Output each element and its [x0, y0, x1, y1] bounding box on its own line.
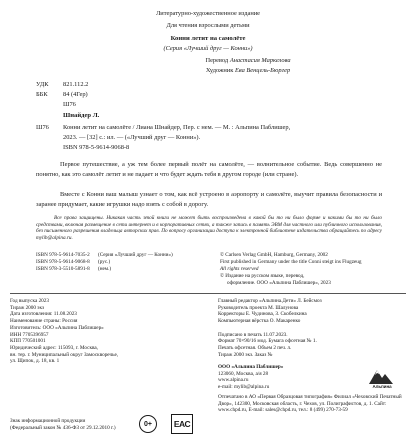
author-sign-code: [36, 101, 63, 111]
imprint-line: Корректоры Е. Чудинова, З. Скобелкина: [218, 311, 307, 318]
imprint-line: Изготовитель: ООО «Альпина Паблишер»: [10, 324, 104, 331]
imprint-line: Год выпуска 2023: [10, 298, 49, 304]
publisher-email: e-mail: mylib@alpina.ru: [218, 384, 270, 391]
law-reference: (Федеральный закон № 436-ФЗ от 29.12.2010 г.): [10, 424, 116, 431]
catalog-code: Ш76: [36, 124, 49, 131]
isbn-number: ISBN 978-5-9614-7035-2: [36, 252, 90, 258]
bbk-value: 84 (4Гер): [63, 91, 88, 98]
copyright-line: © Издание на русском языке, перевод,: [220, 273, 305, 279]
imprint-left: [10, 298, 205, 365]
isbn-row: [36, 252, 173, 259]
imprint-line: Формат 70×90/16 мод. Бумага офсетная № 1.: [218, 338, 317, 345]
illustrator-line: [40, 67, 416, 75]
translator-line: [40, 57, 416, 65]
imprint-line: Тираж 2000 экз: [10, 304, 44, 311]
eac-label: ЕАС: [173, 419, 191, 429]
imprint-right: [218, 298, 408, 358]
imprint-line: Главный редактор «Альпина.Дети» Л. Бейсмоз: [218, 298, 322, 304]
isbn-list: [36, 252, 173, 273]
isbn-row: [36, 266, 173, 273]
logo-text: Альпина: [372, 384, 392, 389]
author-sign-value: Ш76: [63, 101, 76, 108]
book-title: Конни летит на самолёте: [170, 35, 246, 42]
publisher-address: 123060, Москва, а/я 28: [218, 370, 269, 377]
author-sign-row: [36, 101, 88, 111]
copyright-line: оформление. ООО «Альпина Паблишер», 2023: [227, 280, 331, 286]
age-rating-badge: 0+: [139, 415, 157, 433]
eac-mark-icon: [171, 414, 193, 434]
isbn-note: (Серия «Лучший друг — Конни»): [98, 252, 173, 258]
imprint-line: Компьютерная вёрстка О. Макаренко: [218, 318, 301, 325]
publisher-site: www.alpina.ru: [218, 377, 249, 384]
copyright-line: All rights reserved: [220, 266, 259, 272]
classification-block: [36, 81, 88, 111]
isbn-note: (нем.): [98, 266, 112, 272]
isbn-row: [36, 259, 173, 266]
series-title: (Серия «Лучший друг — Конни»): [163, 45, 253, 52]
catalog-line2: 2023. — [32] с.: ил. — («Лучший друг — Конни»).: [63, 134, 201, 141]
imprint-line: ул. Щипок, д. 18, кв. 1: [10, 358, 60, 365]
annotation-paragraph-1: Первое путешествие, а уж тем более первый полёт на самолёте, — волнительное событие. Ведь совершенно не понятно, как это самолёт летит и не падает и что будет ждать тебя в другом городе (или стране).: [36, 161, 382, 178]
translator-label: Перевод: [205, 57, 229, 64]
copyright-line: First published in Germany under the title Conni steigt ins Flugzeug: [220, 259, 362, 265]
isbn-number: ISBN 978-5-9614-9068-8: [36, 259, 90, 265]
isbn-number: ISBN 978-3-5510-5891-8: [36, 266, 90, 272]
imprint-line: вн. тер. г. Муниципальный округ Замоскворечье,: [10, 351, 119, 358]
copyright-block: [220, 252, 410, 287]
imprint-line: Юридический адрес: 115093, г. Москва,: [10, 344, 98, 351]
imprint-line: Подписано в печать 11.07.2023.: [218, 331, 288, 338]
udc-code: УДК: [36, 81, 49, 88]
imprint-line: Печать офсетная. Объем 2 печ. л.: [218, 344, 292, 351]
info-mark-label: Знак информационной продукции: [10, 418, 86, 424]
info-mark-block: [10, 418, 116, 431]
publisher-logo: [365, 364, 399, 390]
imprint-line: Дата изготовления: 11.08.2023: [10, 311, 77, 318]
translator-name: Анастасия Маркелова: [229, 57, 291, 64]
divider: [10, 293, 406, 294]
copyright-line: © Carlsen Verlag GmbH, Hamburg, Germany, 2002: [220, 252, 328, 258]
udc-row: [36, 81, 88, 91]
catalog-isbn: ISBN 978-5-9614-9068-8: [63, 144, 130, 151]
imprint-line: КПП 770501001: [10, 338, 46, 345]
illustrator-name: Ева Венцель-Бюргер: [234, 67, 291, 74]
audience-label: Для чтения взрослыми детьми: [166, 22, 250, 29]
rights-notice: Все права защищены. Никакая часть этой книги не может быть воспроизведена в какой бы то ни было форме и какими бы то ни было средствами, включая размещение в сети интернет и в корпоративных сетях, а также запись в память ЭВМ для частного или публичного использования, без письменного разрешения владельца авторских прав. По вопросу организации доступа к электронной библиотеке издательства обращайтесь по адресу mylib@alpina.ru.: [36, 215, 382, 241]
imprint-spacer: [218, 325, 408, 332]
bbk-row: [36, 91, 88, 101]
bbk-code: ББК: [36, 91, 48, 98]
author-heading: Шнайдер Л.: [63, 112, 100, 119]
publisher-block: [218, 364, 348, 391]
imprint-line: Наименование страны: Россия: [10, 318, 78, 325]
genre-label: Литературно-художественное издание: [155, 10, 261, 17]
catalog-line1: Конни летит на самолёте / Лиана Шнайдер, Пер. с нем. — М. : Альпина Паблишер,: [63, 124, 291, 131]
isbn-note: (рус.): [98, 259, 111, 265]
imprint-line: ИНН 7705396957: [10, 331, 49, 338]
imprint-line: Руководитель проекта М. Шалунова: [218, 304, 299, 311]
illustrator-label: Художник: [205, 67, 234, 74]
imprint-line: Тираж 2000 экз. Заказ №: [218, 351, 273, 358]
udc-value: 821.112.2: [63, 81, 89, 88]
publisher-name: ООО «Альпина Паблишер»: [218, 364, 284, 370]
printer-info: Отпечатано в АО «Первая Образцовая типография» Филиал «Чеховский Печатный Двор», 142300, Московская область, г. Чехов, ул. Полиграфистов, д. 1. Сайт: www.chpd.ru, E-mail: sales@chpd.ru, тел.: 8 (499) 270-73-59: [218, 394, 402, 414]
annotation-paragraph-2: Вместе с Конни ваш малыш узнает о том, как всё устроено в аэропорту и самолёте, выучит правила безопасности и заранее придумает, какие игрушки надо взять с собой в дорогу.: [36, 191, 382, 208]
